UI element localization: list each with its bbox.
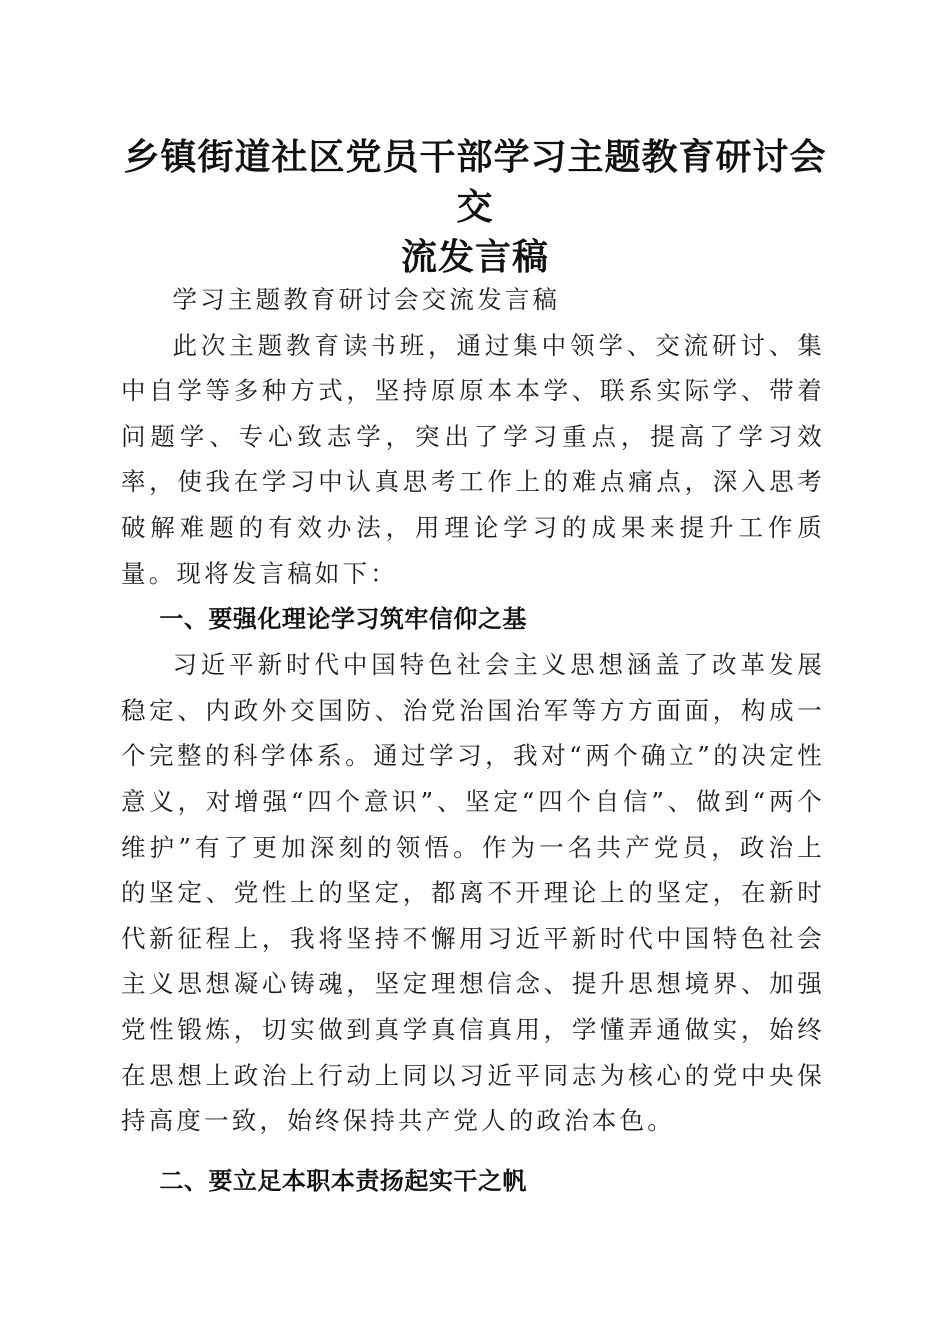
- document-title: [110, 132, 840, 282]
- document-body: [121, 277, 825, 1204]
- document-subtitle: 学习主题教育研讨会交流发言稿: [172, 285, 561, 314]
- section-1-paragraph: 习近平新时代中国特色社会主义思想涵盖了改革发展稳定、内政外交国防、治党治国治军等方方面面，构成一个完整的科学体系。通过学习，我对“两个确立”的决定性意义，对增强“四个意识”、坚定“四个自信”、做到“两个维护”有了更加深刻的领悟。作为一名共产党员，政治上的坚定、党性上的坚定，都离不开理论上的坚定，在新时代新征程上，我将坚持不懈用习近平新时代中国特色社会主义思想凝心铸魂，坚定理想信念、提升思想境界、加强党性锻炼，切实做到真学真信真用，学懂弄通做实，始终在思想上政治上行动上同以习近平同志为核心的党中央保持高度一致，始终保持共产党人的政治本色。: [121, 650, 825, 1136]
- section-2-heading: 二、要立足本职本责扬起实干之帆: [159, 1166, 527, 1195]
- intro-paragraph: 此次主题教育读书班，通过集中领学、交流研讨、集中自学等多种方式，坚持原原本本学、联系实际学、带着问题学、专心致志学，突出了学习重点，提高了学习效率，使我在学习中认真思考工作上的难点痛点，深入思考破解难题的有效办法，用理论学习的成果来提升工作质量。现将发言稿如下：: [121, 330, 825, 588]
- title-line-1: 乡镇街道社区党员干部学习主题教育研讨会交: [123, 136, 827, 228]
- title-line-2: 流发言稿: [400, 236, 549, 278]
- section-1-heading: 一、要强化理论学习筑牢信仰之基: [159, 605, 527, 634]
